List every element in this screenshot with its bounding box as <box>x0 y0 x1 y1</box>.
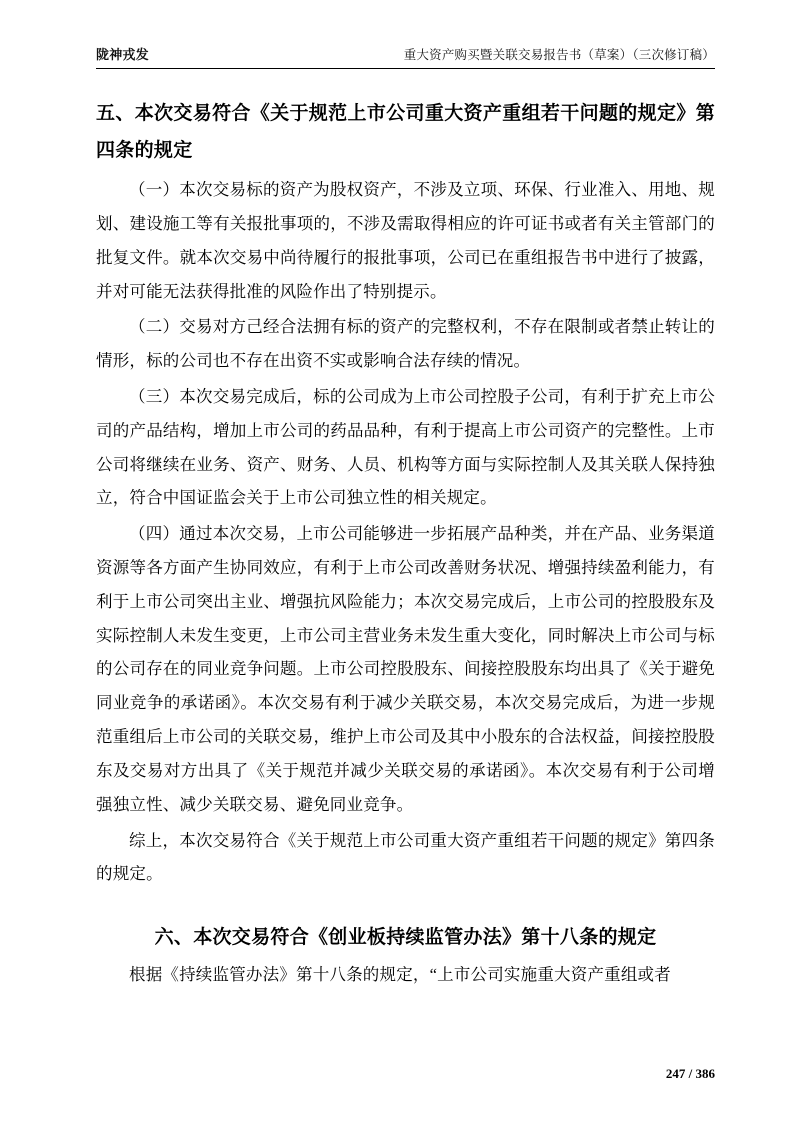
paragraph-5-3: （三）本次交易完成后，标的公司成为上市公司控股子公司，有利于扩充上市公司的产品结构，增加上市公司的药品品种，有利于提高上市公司资产的完整性。上市公司将继续在业务、资产、财务、人员、机构等方面与实际控制人及其关联人保持独立，符合中国证监会关于上市公司独立性的相关规定。 <box>96 386 715 508</box>
paragraph-5-1: （一）本次交易标的资产为股权资产，不涉及立项、环保、行业准入、用地、规划、建设施工等有关报批事项的，不涉及需取得相应的许可证书或者有关主管部门的批复文件。就本次交易中尚待履行的报批事项，公司已在重组报告书中进行了披露，并对可能无法获得批准的风险作出了特别提示。 <box>96 180 715 301</box>
page-header <box>96 44 715 69</box>
paragraph-5-4: （四）通过本次交易，上市公司能够进一步拓展产品种类，并在产品、业务渠道资源等各方面产生协同效应，有利于上市公司改善财务状况、增强持续盈利能力，有利于上市公司突出主业、增强抗风险能力；本次交易完成后，上市公司的控股股东及实际控制人未发生变更，上市公司主营业务未发生重大变化，同时解决上市公司与标的公司存在的同业竞争问题。上市公司控股股东、间接控股股东均出具了《关于避免同业竞争的承诺函》。本次交易有利于减少关联交易，本次交易完成后，为进一步规范重组后上市公司的关联交易，维护上市公司及其中小股东的合法权益，间接控股股东及交易对方出具了《关于规范并减少关联交易的承诺函》。本次交易有利于公司增强独立性、减少关联交易、避免同业竞争。 <box>96 524 715 814</box>
header-document-title: 重大资产购买暨关联交易报告书（草案）（三次修订稿） <box>403 48 715 62</box>
document-body <box>96 95 715 992</box>
page-number: 247 / 386 <box>665 1066 715 1081</box>
paragraph-5-2: （二）交易对方己经合法拥有标的资产的完整权利，不存在限制或者禁止转让的情形，标的公司也不存在出资不实或影响合法存续的情况。 <box>96 317 715 371</box>
header-company-name: 陇神戎发 <box>96 47 149 62</box>
section-title-six: 六、本次交易符合《创业板持续监管办法》第十八条的规定 <box>154 927 657 949</box>
section-title-five: 五、本次交易符合《关于规范上市公司重大资产重组若干问题的规定》第四条的规定 <box>96 103 715 162</box>
paragraph-6-1: 根据《持续监管办法》第十八条的规定，“上市公司实施重大资产重组或者 <box>129 965 671 985</box>
paragraph-5-summary: 综上，本次交易符合《关于规范上市公司重大资产重组若干问题的规定》第四条的规定。 <box>96 830 715 884</box>
page-content-area <box>96 44 715 1082</box>
